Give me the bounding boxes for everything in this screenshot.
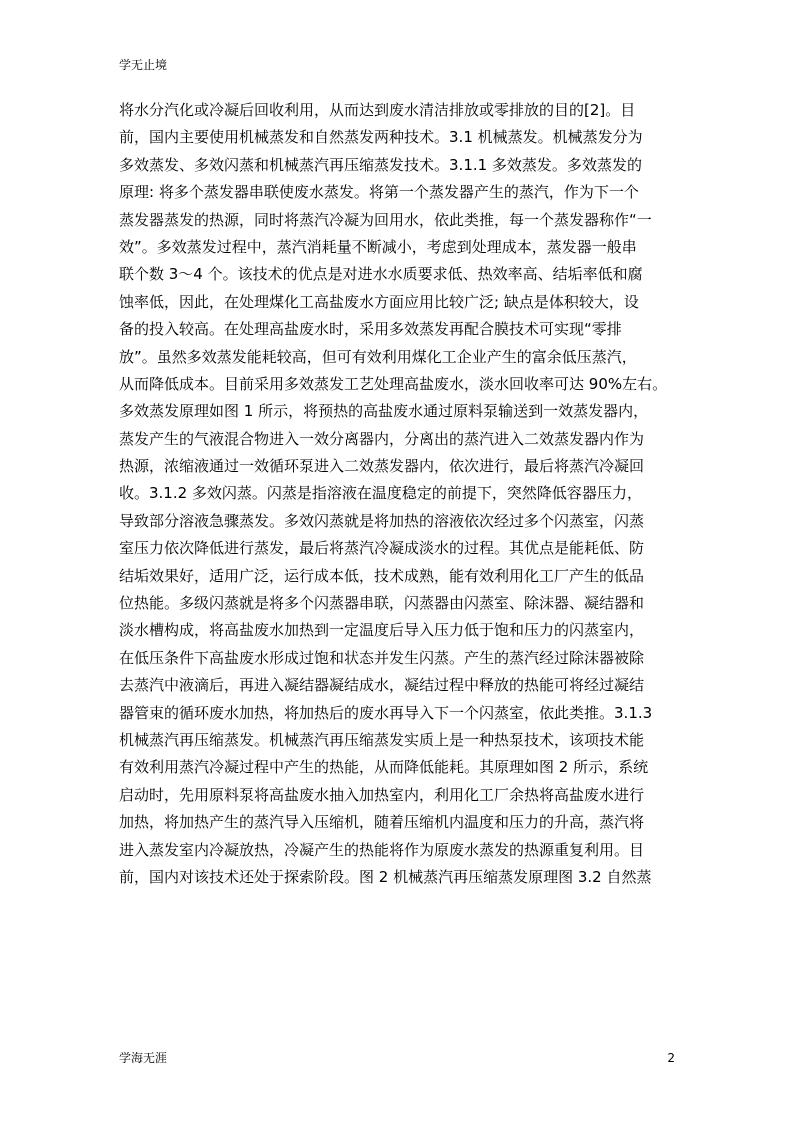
text-line: 前，国内主要使用机械蒸发和自然蒸发两种技术。3.1 机械蒸发。机械蒸发分为 bbox=[119, 128, 643, 147]
text-line: 前，国内对该技术还处于探索阶段。图 2 机械蒸汽再压缩蒸发原理图 3.2 自然蒸 bbox=[119, 867, 652, 886]
text-line: 位热能。多级闪蒸就是将多个闪蒸器串联，闪蒸器由闪蒸室、除沫器、凝结器和 bbox=[119, 594, 645, 613]
text-line: 去蒸汽中液滴后，再进入凝结器凝结成水，凝结过程中释放的热能可将经过凝结 bbox=[119, 676, 645, 695]
text-line: 机械蒸汽再压缩蒸发。机械蒸汽再压缩蒸发实质上是一种热泵技术，该项技术能 bbox=[119, 730, 645, 749]
text-line: 蒸发产生的气液混合物进入一效分离器内，分离出的蒸汽进入二效蒸发器内作为 bbox=[119, 429, 645, 448]
text-line: 蚀率低，因此，在处理煤化工高盐废水方面应用比较广泛; 缺点是体积较大，设 bbox=[119, 292, 639, 311]
text-line: 热源，浓缩液通过一效循环泵进入二效蒸发器内，依次进行，最后将蒸汽冷凝回 bbox=[119, 457, 645, 476]
text-line: 原理: 将多个蒸发器串联使废水蒸发。将第一个蒸发器产生的蒸汽，作为下一个 bbox=[119, 183, 639, 202]
text-line: 室压力依次降低进行蒸发，最后将蒸汽冷凝成淡水的过程。其优点是能耗低、防 bbox=[119, 539, 645, 558]
text-line: 将水分汽化或冷凝后回收利用，从而达到废水清洁排放或零排放的目的[2]。目 bbox=[119, 101, 636, 119]
text-line: 蒸发器蒸发的热源，同时将蒸汽冷凝为回用水，依此类推，每一个蒸发器称作“一 bbox=[119, 210, 652, 229]
text-line: 备的投入较高。在处理高盐废水时，采用多效蒸发再配合膜技术可实现“零排 bbox=[119, 320, 622, 339]
body-text bbox=[119, 97, 679, 891]
text-line: 结垢效果好，适用广泛，运行成本低，技术成熟，能有效利用化工厂产生的低品 bbox=[119, 566, 645, 585]
page-number: 2 bbox=[667, 1051, 675, 1065]
page-header: 学无止境 bbox=[119, 58, 168, 72]
text-line: 启动时，先用原料泵将高盐废水抽入加热室内，利用化工厂余热将高盐废水进行 bbox=[119, 785, 645, 804]
text-line: 联个数 3～4 个。该技术的优点是对进水水质要求低、热效率高、结垢率低和腐 bbox=[119, 265, 643, 284]
text-line: 加热，将加热产生的蒸汽导入压缩机，随着压缩机内温度和压力的升高，蒸汽将 bbox=[119, 813, 645, 832]
text-line: 导致部分溶液急骤蒸发。多效闪蒸就是将加热的溶液依次经过多个闪蒸室，闪蒸 bbox=[119, 511, 645, 530]
text-line: 进入蒸发室内冷凝放热，冷凝产生的热能将作为原废水蒸发的热源重复利用。目 bbox=[119, 840, 645, 859]
page-footer-left: 学海无涯 bbox=[119, 1051, 168, 1065]
text-line: 收。3.1.2 多效闪蒸。闪蒸是指溶液在温度稳定的前提下，突然降低容器压力， bbox=[119, 484, 642, 503]
text-line: 器管束的循环废水加热，将加热后的废水再导入下一个闪蒸室，依此类推。3.1.3 bbox=[119, 703, 653, 722]
text-line: 在低压条件下高盐废水形成过饱和状态并发生闪蒸。产生的蒸汽经过除沫器被除 bbox=[119, 648, 645, 667]
text-line: 放”。虽然多效蒸发能耗较高，但可有效利用煤化工企业产生的富余低压蒸汽， bbox=[119, 347, 637, 366]
text-line: 多效蒸发原理如图 1 所示，将预热的高盐废水通过原料泵输送到一效蒸发器内， bbox=[119, 402, 649, 421]
text-line: 有效利用蒸汽冷凝过程中产生的热能，从而降低能耗。其原理如图 2 所示，系统 bbox=[119, 758, 649, 777]
text-line: 效”。多效蒸发过程中，蒸汽消耗量不断减小，考虑到处理成本，蒸发器一般串 bbox=[119, 237, 637, 256]
text-line: 淡水槽构成，将高盐废水加热到一定温度后导入压力低于饱和压力的闪蒸室内， bbox=[119, 621, 645, 640]
text-line: 多效蒸发、多效闪蒸和机械蒸汽再压缩蒸发技术。3.1.1 多效蒸发。多效蒸发的 bbox=[119, 155, 642, 174]
text-line: 从而降低成本。目前采用多效蒸发工艺处理高盐废水，淡水回收率可达 90%左右。 bbox=[119, 374, 668, 393]
